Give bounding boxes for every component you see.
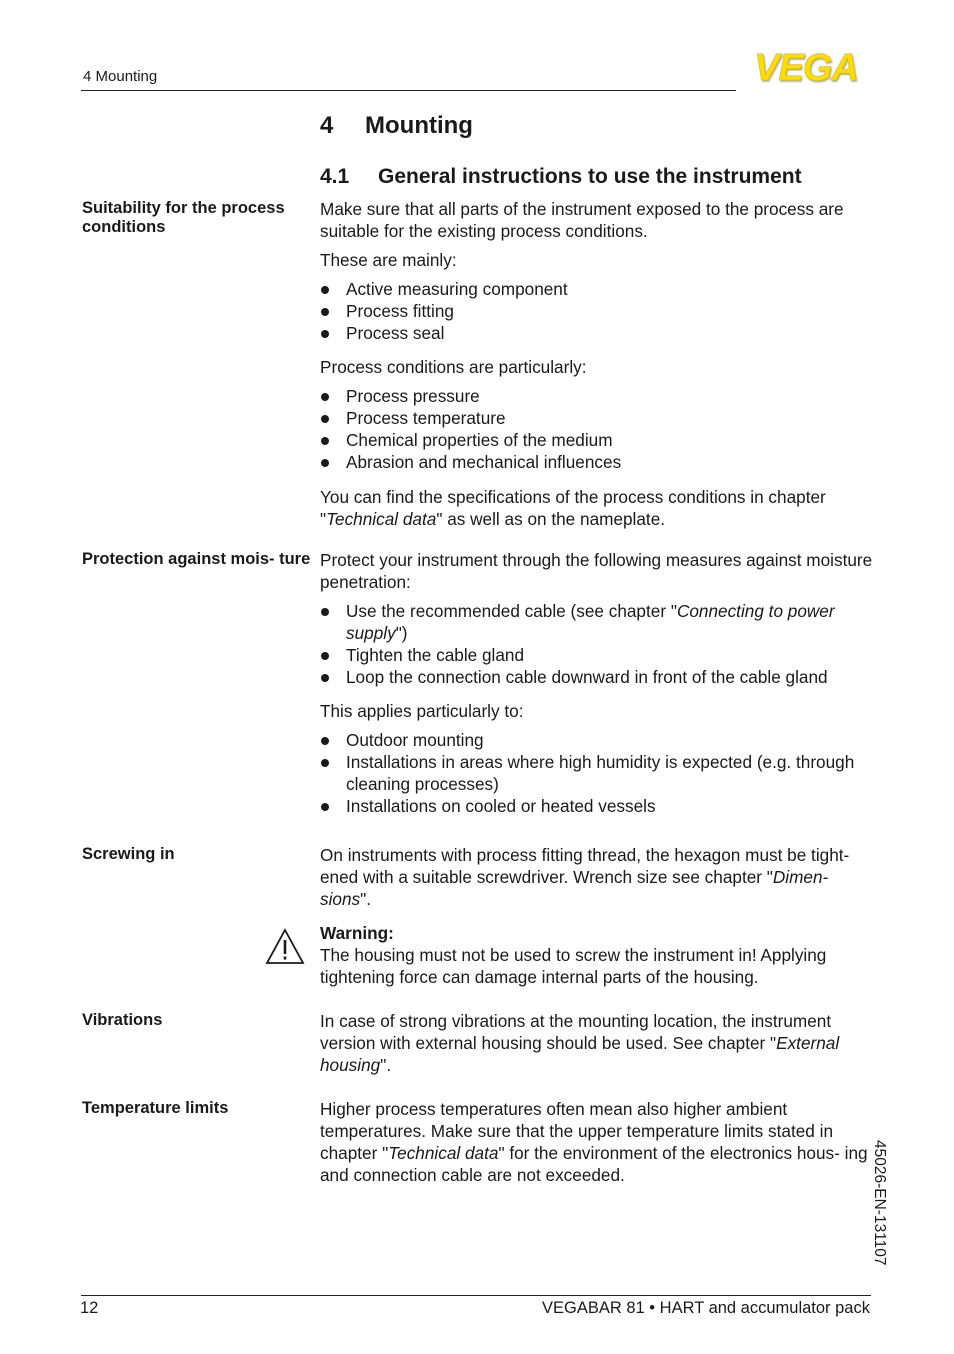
screwing-body	[320, 844, 880, 988]
list-item: Process pressure	[320, 385, 880, 407]
chapter-title: Mounting	[365, 112, 473, 139]
suitability-body	[320, 198, 880, 530]
header-divider	[81, 90, 736, 91]
list-item: Process fitting	[320, 300, 880, 322]
vega-logo	[740, 48, 872, 86]
warning-icon	[265, 928, 305, 966]
side-label-screwing: Screwing in	[82, 845, 175, 863]
list-item: Installations on cooled or heated vessels	[320, 795, 880, 817]
bullet-list	[320, 278, 880, 344]
list-item: Tighten the cable gland	[320, 644, 880, 666]
side-label-suitability: Suitability for the process conditions	[82, 199, 285, 236]
side-label-temperature: Temperature limits	[82, 1099, 229, 1117]
chapter-reference: External housing	[320, 1033, 840, 1075]
list-item: Use the recommended cable (see chapter "Connecting to power supply")	[320, 600, 880, 644]
chapter-heading	[320, 112, 473, 140]
vibrations-body	[320, 1010, 880, 1076]
list-item: Chemical properties of the medium	[320, 429, 880, 451]
paragraph: In case of strong vibrations at the mounting location, the instrument version with external housing should be used. See chapter "External housing".	[320, 1011, 840, 1075]
list-item: Process seal	[320, 322, 880, 344]
list-item: Installations in areas where high humidity is expected (e.g. through cleaning processes)	[320, 751, 880, 795]
list-item: Loop the connection cable downward in front of the cable gland	[320, 666, 880, 688]
moisture-body	[320, 549, 880, 817]
chapter-reference: Technical data	[388, 1143, 499, 1163]
warning-text: The housing must not be used to screw the instrument in! Applying tightening force can damage internal parts of the housing.	[320, 945, 827, 987]
section-number: 4.1	[320, 165, 350, 188]
warning-title: Warning:	[320, 923, 394, 943]
paragraph: Make sure that all parts of the instrument exposed to the process are suitable for the existing process conditions.	[320, 199, 844, 241]
paragraph: Higher process temperatures often mean also higher ambient temperatures. Make sure that the upper temperature limits stated in chapter "Technical data" for the environment of the electronics hous- ing and connection cable are not exceeded.	[320, 1099, 868, 1185]
page-number: 12	[80, 1299, 99, 1317]
section-heading	[320, 165, 802, 189]
chapter-reference: Dimen- sions	[320, 867, 829, 909]
section-title: General instructions to use the instrument	[378, 165, 802, 188]
paragraph: This applies particularly to:	[320, 701, 524, 721]
temperature-body	[320, 1098, 880, 1186]
bullet-list	[320, 385, 880, 473]
header-section-label: 4 Mounting	[83, 68, 158, 85]
paragraph: You can find the specifications of the process conditions in chapter "Technical data" as well as on the nameplate.	[320, 487, 826, 529]
svg-text:VEGA: VEGA	[754, 48, 858, 86]
chapter-number: 4	[320, 112, 334, 139]
paragraph: These are mainly:	[320, 250, 457, 270]
bullet-list	[320, 729, 880, 817]
side-label-moisture: Protection against mois- ture	[82, 550, 311, 568]
footer-product-name: VEGABAR 81 • HART and accumulator pack	[542, 1299, 870, 1317]
list-item: Active measuring component	[320, 278, 880, 300]
bullet-list	[320, 600, 880, 688]
chapter-reference: Technical data	[326, 509, 437, 529]
paragraph: Process conditions are particularly:	[320, 357, 587, 377]
side-label-vibrations: Vibrations	[82, 1011, 163, 1029]
document-number: 45026-EN-131107	[871, 1140, 888, 1266]
paragraph: On instruments with process fitting thread, the hexagon must be tight- ened with a suitable screwdriver. Wrench size see chapter "Dimen- sions".	[320, 845, 850, 909]
list-item: Abrasion and mechanical influences	[320, 451, 880, 473]
paragraph: Protect your instrument through the following measures against moisture penetration:	[320, 550, 873, 592]
list-item: Process temperature	[320, 407, 880, 429]
footer-divider	[81, 1295, 871, 1296]
list-item: Outdoor mounting	[320, 729, 880, 751]
chapter-reference: Connecting to power supply	[346, 601, 835, 643]
